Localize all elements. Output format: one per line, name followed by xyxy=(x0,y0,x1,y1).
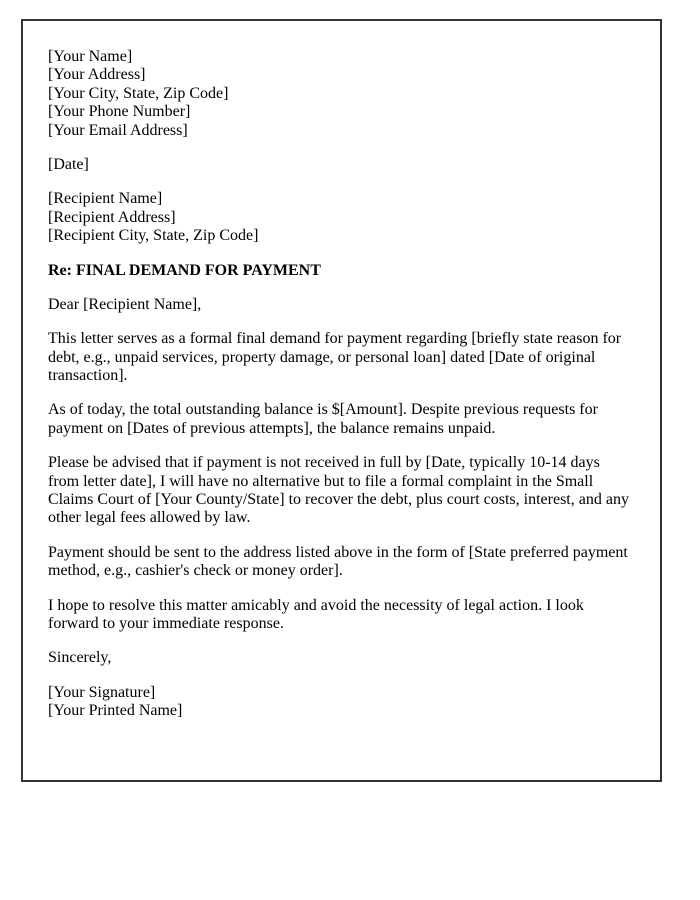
letter-content xyxy=(23,21,660,721)
salutation: Dear [Recipient Name], xyxy=(48,295,202,313)
sender-email: [Your Email Address] xyxy=(48,121,188,139)
body-paragraph-1: This letter serves as a formal final demand for payment regarding [briefly state reason for debt, e.g., unpaid services, property damage, or personal loan] dated [Date of original transaction]. xyxy=(48,330,622,385)
recipient-address-block xyxy=(48,190,633,245)
body-paragraph-4: Payment should be sent to the address listed above in the form of [State preferred payment method, e.g., cashier's check or money order]. xyxy=(48,543,628,580)
body-paragraph-5: I hope to resolve this matter amicably and avoid the necessity of legal action. I look forward to your immediate response. xyxy=(48,596,584,632)
sender-city-state-zip: [Your City, State, Zip Code] xyxy=(48,84,229,102)
recipient-name: [Recipient Name] xyxy=(48,190,163,208)
body-paragraph-2: As of today, the total outstanding balance is $[Amount]. Despite previous requests for payment on [Dates of previous attempts], the balance remains unpaid. xyxy=(48,401,598,437)
recipient-address: [Recipient Address] xyxy=(48,208,176,226)
sender-address-block xyxy=(48,48,633,140)
sender-name: [Your Name] xyxy=(48,48,133,65)
closing-line: Sincerely, xyxy=(48,649,112,667)
body-paragraph-3: Please be advised that if payment is not received in full by [Date, typically 10-14 days from letter date], I will have no alternative but to file a formal complaint in the Small Claims Court of [Your County/State] to recover the debt, plus court costs, interest, and any other legal fees allowed by law. xyxy=(48,454,629,527)
signature-block xyxy=(48,684,633,721)
sender-address: [Your Address] xyxy=(48,66,146,84)
recipient-city-state-zip: [Recipient City, State, Zip Code] xyxy=(48,227,259,245)
letter-page xyxy=(21,19,662,782)
sender-phone: [Your Phone Number] xyxy=(48,103,191,121)
signature-placeholder: [Your Signature] xyxy=(48,683,156,701)
subject-line: Re: FINAL DEMAND FOR PAYMENT xyxy=(48,261,321,279)
printed-name-placeholder: [Your Printed Name] xyxy=(48,702,183,720)
date-line: [Date] xyxy=(48,155,89,173)
